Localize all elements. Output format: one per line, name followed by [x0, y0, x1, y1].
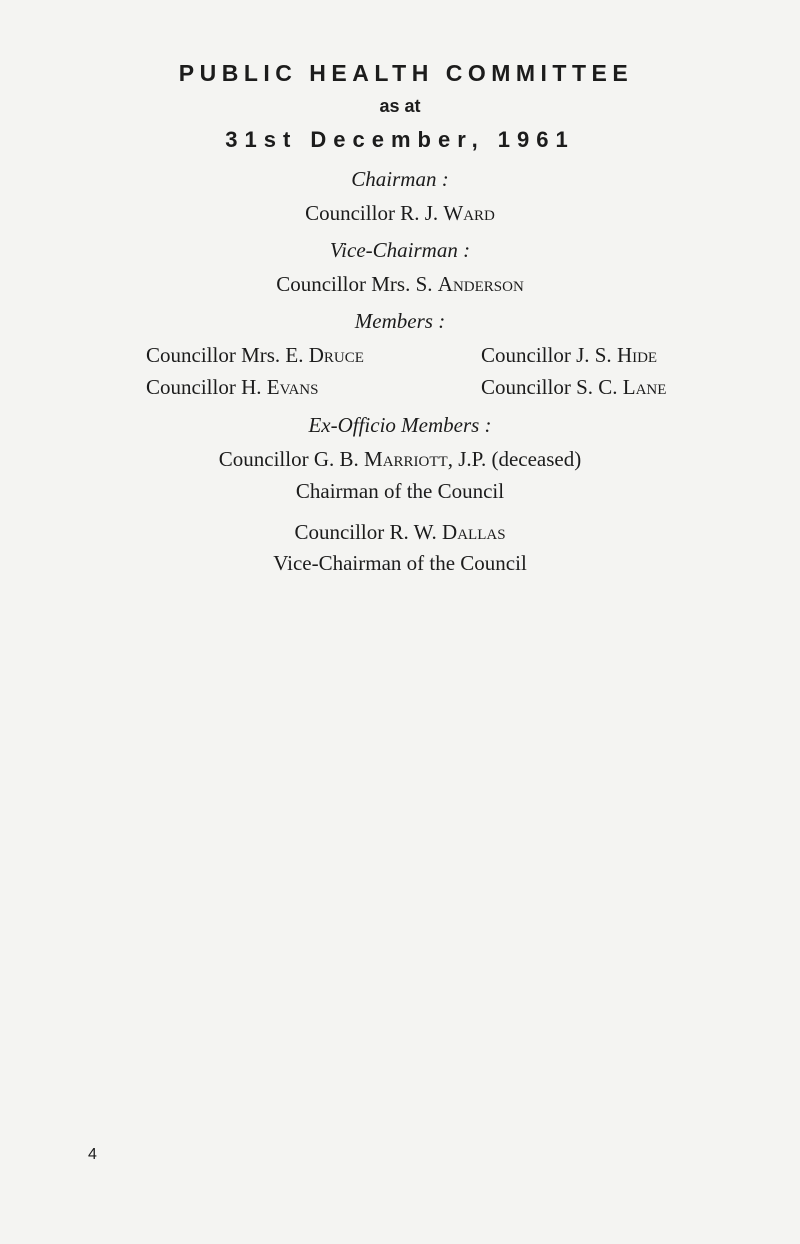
- chairman-name: [0, 201, 800, 226]
- chairman-label: Chairman :: [351, 167, 449, 191]
- member-surname: Hide: [616, 343, 658, 367]
- as-at-label: as at: [379, 96, 421, 116]
- ex-officio-member-1: [0, 447, 800, 472]
- ex-officio-role-1: Chairman of the Council: [295, 479, 505, 503]
- member-prefix: Councillor H.: [146, 375, 267, 399]
- chairman-prefix: Councillor R. J.: [305, 201, 444, 225]
- ex-officio-role-2: Vice-Chairman of the Council: [273, 551, 527, 575]
- vice-chairman-label: Vice-Chairman :: [329, 238, 471, 262]
- committee-date: 31st December, 1961: [225, 127, 575, 152]
- vice-chairman-prefix: Councillor Mrs. S.: [276, 272, 438, 296]
- member-surname: Druce: [308, 343, 364, 367]
- page-number: 4: [88, 1146, 97, 1163]
- chairman-surname: Ward: [443, 201, 495, 225]
- member-prefix: Councillor J. S.: [481, 343, 617, 367]
- ex-officio-prefix: Councillor G. B.: [218, 447, 365, 471]
- member-right-2: [481, 375, 666, 400]
- member-right-1: [481, 343, 657, 368]
- ex-officio-surname: Marriott: [364, 447, 448, 471]
- member-surname: Lane: [622, 375, 667, 399]
- ex-officio-prefix: Councillor R. W.: [294, 520, 443, 544]
- member-prefix: Councillor S. C.: [481, 375, 623, 399]
- committee-title: PUBLIC HEALTH COMMITTEE: [178, 60, 634, 86]
- member-left-1: [146, 343, 364, 368]
- ex-officio-label: Ex-Officio Members :: [308, 413, 492, 437]
- member-left-2: [146, 375, 318, 400]
- member-surname: Evans: [266, 375, 319, 399]
- members-label: Members :: [354, 309, 446, 333]
- ex-officio-member-2: [0, 520, 800, 545]
- ex-officio-suffix: , J.P. (deceased): [447, 447, 582, 471]
- member-prefix: Councillor Mrs. E.: [146, 343, 309, 367]
- vice-chairman-surname: Anderson: [437, 272, 524, 296]
- vice-chairman-name: [0, 272, 800, 297]
- ex-officio-surname: Dallas: [442, 520, 506, 544]
